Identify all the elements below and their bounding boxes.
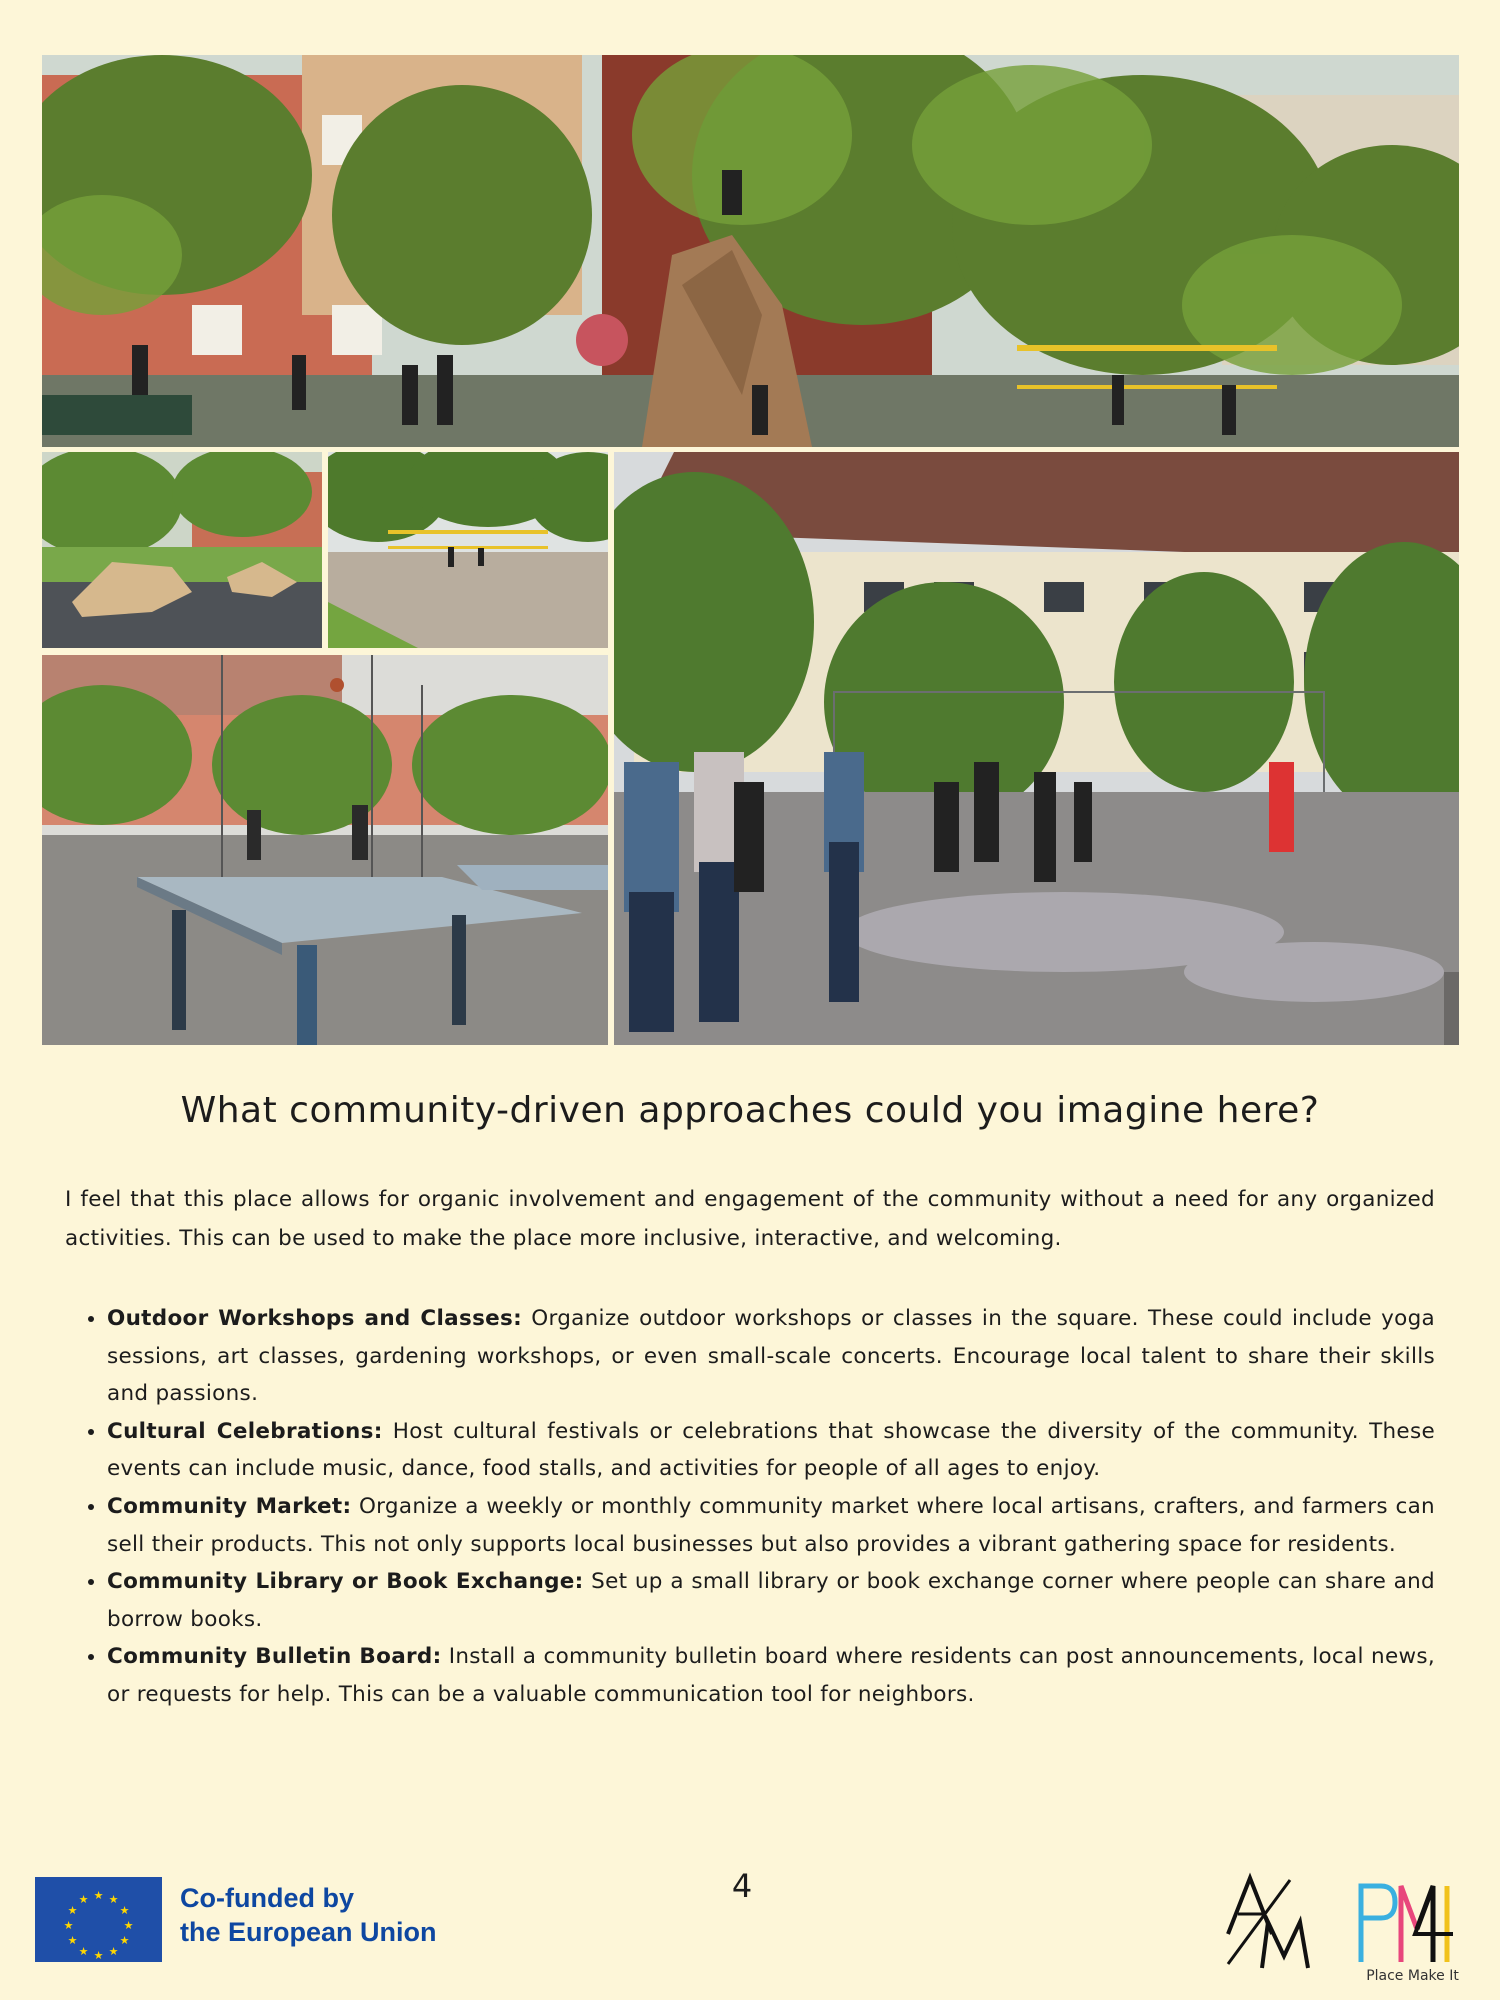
list-item xyxy=(107,1563,1435,1638)
intro-paragraph: I feel that this place allows for organic involvement and engagement of the community without a need for any organized activities. This can be used to make the place more inclusive, interactive, and welcoming. xyxy=(65,1187,1435,1251)
page-number: 4 xyxy=(731,1867,753,1905)
svg-text:★: ★ xyxy=(63,1919,74,1932)
eu-flag-icon xyxy=(35,1877,162,1962)
idea-text: Organize outdoor workshops or classes in the square. These could include yoga sessions, art classes, gardening workshops, or even small-scale concerts. Encourage local talent to share their skills and passions. xyxy=(107,1306,1435,1407)
eu-line-2: the European Union xyxy=(180,1917,437,1947)
list-item xyxy=(107,1413,1435,1488)
svg-text:★: ★ xyxy=(93,1949,104,1962)
park-climbing-rock-photo xyxy=(42,55,1459,447)
idea-title: Community Market: xyxy=(107,1493,352,1519)
list-item xyxy=(107,1300,1435,1413)
svg-text:★: ★ xyxy=(93,1889,104,1902)
eu-cofunded-label xyxy=(180,1881,480,1949)
children-playing-photo xyxy=(614,452,1459,1045)
svg-text:★: ★ xyxy=(67,1904,78,1917)
idea-text: Install a community bulletin board where residents can post announcements, local news, or requests for help. This can be a valuable communication tool for neighbors. xyxy=(107,1644,1435,1707)
idea-title: Cultural Celebrations: xyxy=(107,1418,383,1444)
eu-line-1: Co-funded by xyxy=(180,1883,354,1913)
ideas-list xyxy=(65,1300,1435,1714)
svg-text:★: ★ xyxy=(108,1893,119,1906)
pm-caption: Place Make It xyxy=(1366,1968,1459,1984)
ping-pong-tables-photo xyxy=(42,655,608,1045)
idea-text: Set up a small library or book exchange corner where people can share and borrow books. xyxy=(107,1569,1436,1632)
idea-text: Organize a weekly or monthly community market where local artisans, crafters, and farmers can sell their products. This not only supports local businesses but also provides a vibrant gathering space for residents. xyxy=(107,1493,1435,1557)
list-item xyxy=(107,1638,1435,1713)
svg-text:★: ★ xyxy=(78,1893,89,1906)
svg-text:★: ★ xyxy=(119,1934,130,1947)
svg-text:★: ★ xyxy=(119,1904,130,1917)
svg-text:★: ★ xyxy=(108,1945,119,1958)
idea-title: Community Library or Book Exchange: xyxy=(107,1569,584,1595)
idea-text: Host cultural festivals or celebrations that showcase the diversity of the community. These events can include music, dance, food stalls, and activities for people of all ages to enjoy. xyxy=(107,1418,1435,1482)
idea-title: Community Bulletin Board: xyxy=(107,1644,442,1670)
list-item xyxy=(107,1488,1435,1563)
idea-title: Outdoor Workshops and Classes: xyxy=(107,1306,523,1331)
svg-text:★: ★ xyxy=(123,1919,134,1932)
place-make-it-logo-icon xyxy=(1355,1874,1465,1969)
am-logo-icon xyxy=(1220,1872,1320,1972)
volleyball-court-photo xyxy=(328,452,608,648)
svg-text:★: ★ xyxy=(67,1934,78,1947)
page-heading: What community-driven approaches could you imagine here? xyxy=(180,1090,1320,1131)
svg-text:★: ★ xyxy=(78,1945,89,1958)
wooden-seating-photo xyxy=(42,452,322,648)
